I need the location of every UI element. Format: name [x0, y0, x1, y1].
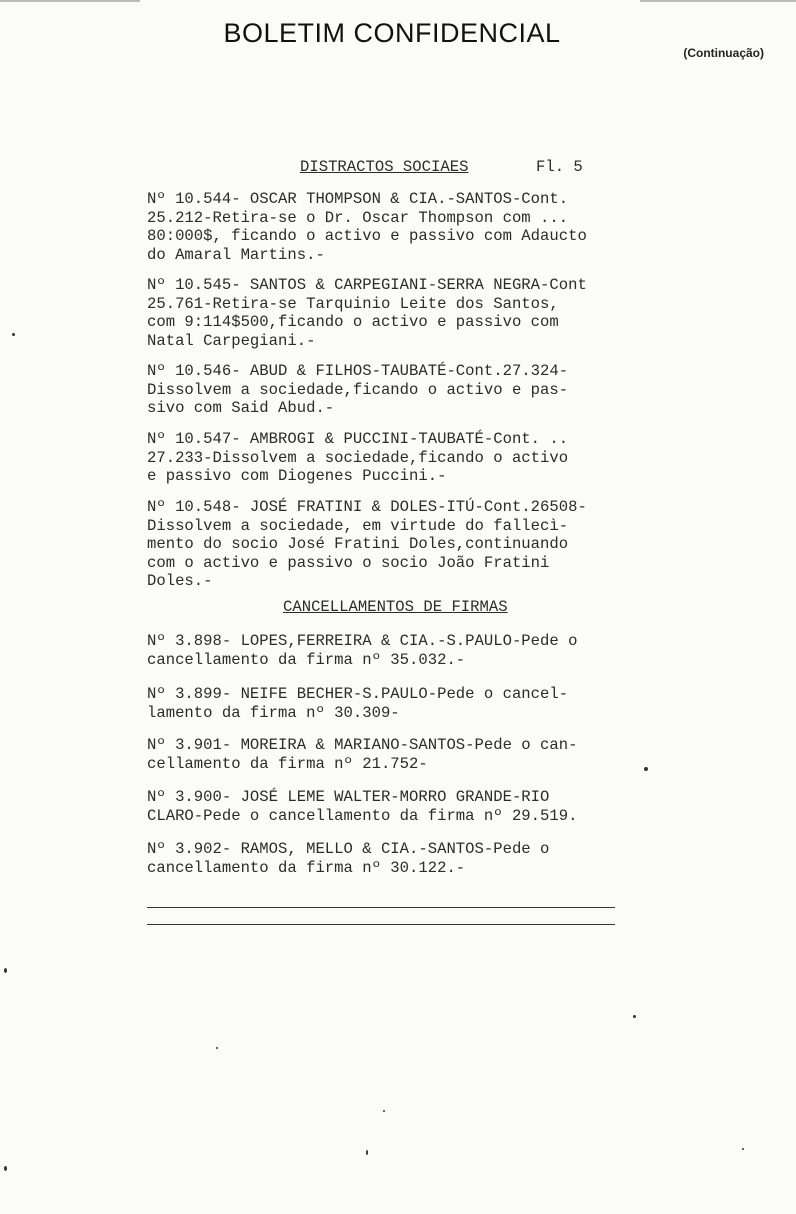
- scan-speck: [12, 333, 15, 336]
- divider-rule: [147, 907, 615, 908]
- cancellamento-entry: [147, 736, 627, 773]
- entry-line: Nº 3.901- MOREIRA & MARIANO-SANTOS-Pede o can-: [147, 736, 578, 754]
- entry-line: e passivo com Diogenes Puccini.-: [147, 467, 447, 485]
- entry-line: Nº 3.898- LOPES,FERREIRA & CIA.-S.PAULO-Pede o: [147, 632, 578, 650]
- entry-line: CLARO-Pede o cancellamento da firma nº 29.519.: [147, 806, 578, 825]
- entry-line: lamento da firma nº 30.309-: [147, 703, 400, 722]
- scan-speck: [633, 1015, 636, 1018]
- entry-line: cancellamento da firma nº 30.122.-: [147, 858, 466, 877]
- document-title-text: BOLETIM CONFIDENCIAL: [223, 18, 561, 48]
- entry-line: Nº 10.547- AMBROGI & PUCCINI-TAUBATÉ-Cont. ..: [147, 430, 569, 448]
- entry-line: Nº 3.900- JOSÉ LEME WALTER-MORRO GRANDE-RIO: [147, 788, 550, 806]
- entry-line: Nº 10.546- ABUD & FILHOS-TAUBATÉ-Cont.27.324-: [147, 362, 569, 380]
- cancellamento-entry: [147, 788, 627, 825]
- scan-speck: [366, 1150, 368, 1155]
- section-heading-distractos-text: DISTRACTOS SOCIAES: [300, 158, 469, 176]
- entry-line: com o activo e passivo o socio João Fratini: [147, 553, 550, 572]
- cancellamento-entry: [147, 840, 627, 877]
- entry-line: do Amaral Martins.-: [147, 245, 325, 264]
- entry-line: Dissolvem a sociedade, em virtude do fallecì-: [147, 516, 569, 535]
- entry-line: 25.761-Retira-se Tarquinio Leite dos Santos,: [147, 294, 559, 313]
- distracto-entry: [147, 430, 627, 486]
- entry-line: Doles.-: [147, 572, 213, 590]
- entry-line: Nº 10.548- JOSÉ FRATINI & DOLES-ITÚ-Cont.26508-: [147, 498, 587, 516]
- entry-line: Nº 10.545- SANTOS & CARPEGIANI-SERRA NEGRA-Cont: [147, 276, 587, 294]
- entry-line: cancellamento da firma nº 35.032.-: [147, 650, 466, 669]
- entry-line: 80:000$, ficando o activo e passivo com Adaucto: [147, 227, 587, 245]
- entry-line: Dissolvem a sociedade,ficando o activo e pas-: [147, 380, 569, 399]
- divider-rule: [147, 924, 615, 925]
- entry-line: com 9:114$500,ficando o activo e passivo com: [147, 313, 559, 331]
- section-heading-cancellamentos: CANCELLAMENTOS DE FIRMAS: [283, 598, 508, 616]
- scan-edge-mark: [0, 0, 140, 2]
- scan-speck: [742, 1148, 744, 1150]
- cancellamento-entry: [147, 685, 627, 722]
- entry-line: 27.233-Dissolvem a sociedade,ficando o activo: [147, 448, 569, 467]
- entry-line: 25.212-Retira-se o Dr. Oscar Thompson com ...: [147, 208, 569, 227]
- distracto-entry: [147, 276, 627, 350]
- entry-line: sivo com Said Abud.-: [147, 399, 335, 417]
- scan-speck: [216, 1047, 218, 1049]
- entry-line: Nº 10.544- OSCAR THOMPSON & CIA.-SANTOS-Cont.: [147, 190, 569, 208]
- document-title: [0, 18, 796, 49]
- scan-speck: [4, 968, 7, 973]
- distracto-entry: [147, 362, 627, 418]
- scan-speck: [383, 1110, 385, 1112]
- entry-line: Nº 3.899- NEIFE BECHER-S.PAULO-Pede o cancel-: [147, 685, 569, 703]
- scan-speck: [4, 1166, 7, 1171]
- distracto-entry: [147, 498, 627, 591]
- folio-number: Fl. 5: [536, 158, 583, 176]
- distracto-entry: [147, 190, 627, 264]
- entry-line: mento do socio José Fratini Doles,continuando: [147, 535, 569, 553]
- scan-speck: [644, 767, 648, 771]
- scan-edge-mark: [640, 0, 796, 2]
- cancellamento-entry: [147, 632, 627, 669]
- section-heading-distractos: [300, 158, 468, 177]
- continuation-label: (Continuação): [683, 46, 764, 60]
- entry-line: Natal Carpegiani.-: [147, 331, 316, 350]
- entry-line: cellamento da firma nº 21.752-: [147, 754, 428, 773]
- entry-line: Nº 3.902- RAMOS, MELLO & CIA.-SANTOS-Pede o: [147, 840, 550, 858]
